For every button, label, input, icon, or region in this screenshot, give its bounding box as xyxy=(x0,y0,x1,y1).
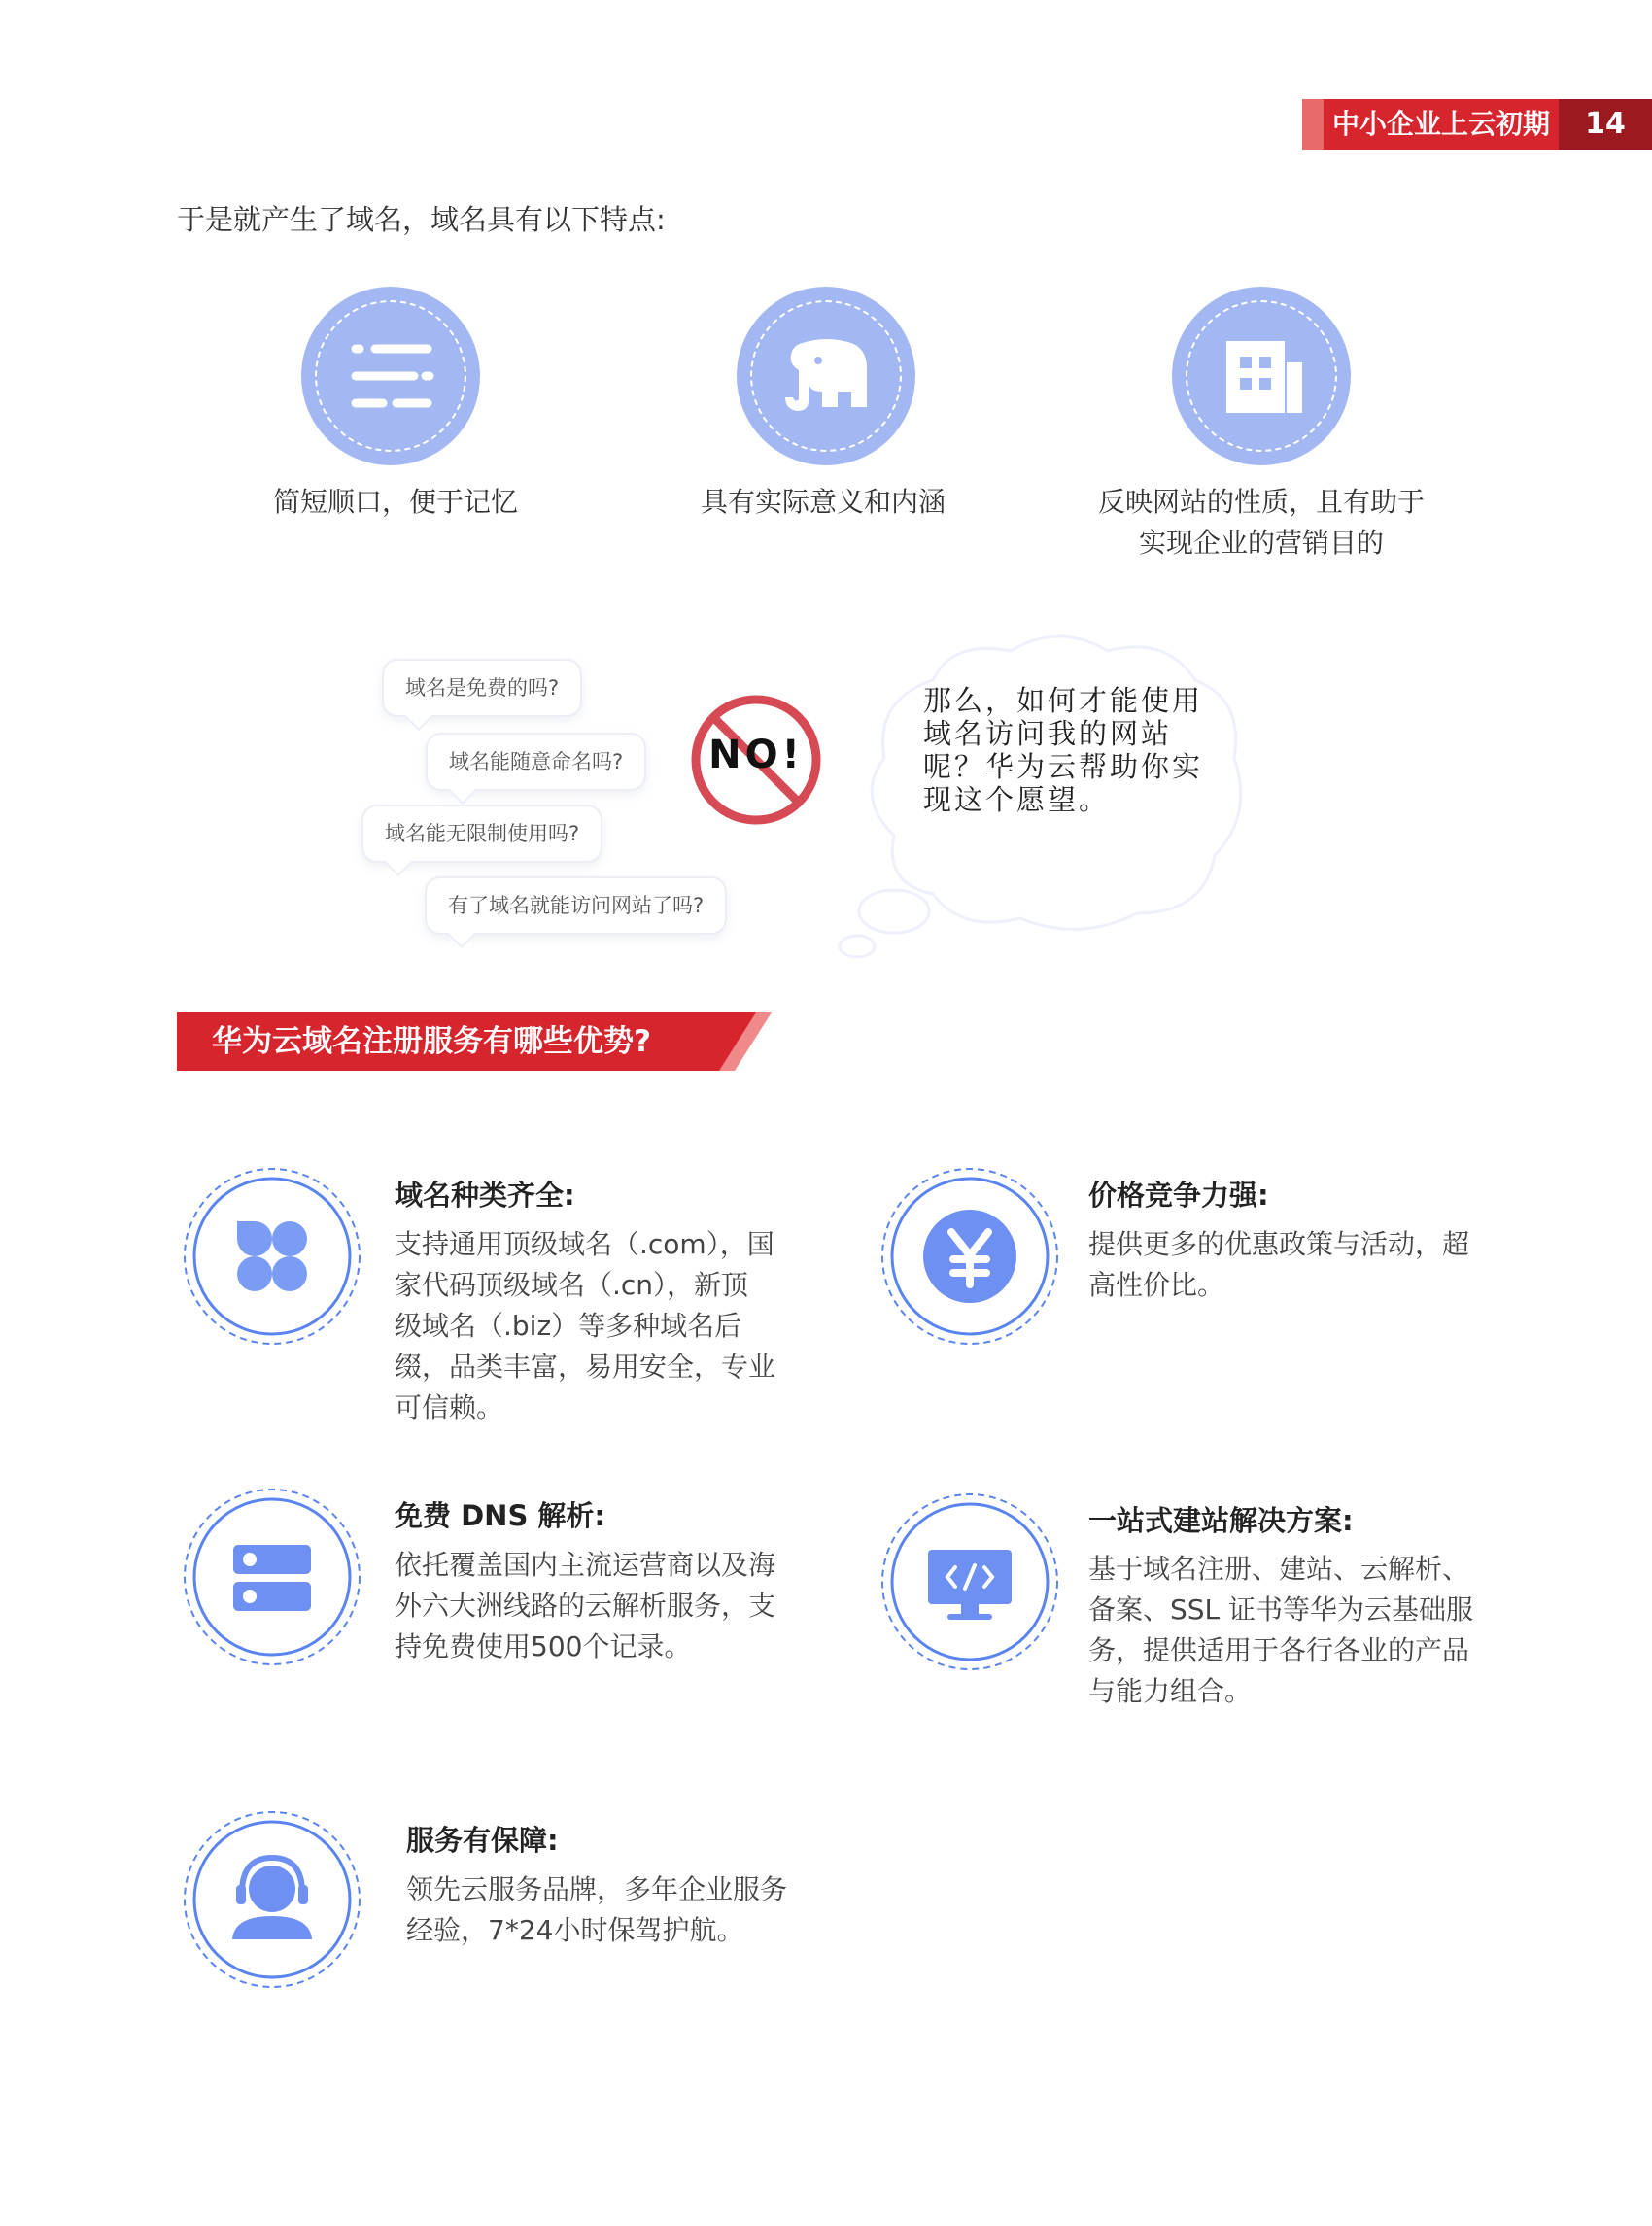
advantage-title-3: 免费 DNS 解析: xyxy=(395,1499,606,1532)
advantage-body-1: 支持通用顶级域名（.com），国家代码顶级域名（.cn），新顶级域名（.biz）等多种域名后缀，品类丰富，易用安全，专业可信赖。 xyxy=(395,1228,776,1423)
feature-label-3b: 实现企业的营销目的 xyxy=(1138,527,1384,559)
list-lines-icon xyxy=(301,287,480,465)
feature-label-2: 具有实际意义和内涵 xyxy=(700,486,946,518)
page-number: 14 xyxy=(1559,99,1652,150)
advantage-title-2: 价格竞争力强: xyxy=(1088,1179,1269,1212)
advantage-title-5: 服务有保障: xyxy=(406,1824,559,1857)
advantage-body-5: 领先云服务品牌，多年企业服务经验，7*24小时保驾护航。 xyxy=(406,1873,788,1946)
section-title: 华为云域名注册服务有哪些优势? xyxy=(212,1024,651,1059)
header-title: 中小企业上云初期 xyxy=(1324,99,1559,150)
elephant-icon xyxy=(737,287,915,465)
advantage-circle-3 xyxy=(182,1487,362,1667)
header-accent-stripe xyxy=(1302,99,1324,150)
advantage-body-3: 依托覆盖国内主流运营商以及海外六大洲线路的云解析服务，支持免费使用500个记录。 xyxy=(395,1549,776,1662)
advantage-circle-5 xyxy=(182,1809,362,1990)
no-sign-text: NO! xyxy=(708,733,804,777)
question-bubble-4: 有了域名就能访问网站了吗? xyxy=(425,876,727,935)
feature-label-1: 简短顺口，便于记忆 xyxy=(272,486,518,518)
advantage-body-4: 基于域名注册、建站、云解析、备案、SSL 证书等华为云基础服务，提供适用于各行各业的产品与能力组合。 xyxy=(1088,1553,1474,1707)
feature-label-3: 反映网站的性质，且有助于 xyxy=(1097,486,1425,518)
headset-user-icon xyxy=(232,1858,312,1939)
intro-text: 于是就产生了域名，域名具有以下特点: xyxy=(177,203,666,236)
advantage-body-2: 提供更多的优惠政策与活动，超高性价比。 xyxy=(1088,1228,1470,1301)
cloud-text: 那么，如何才能使用域名访问我的网站呢？华为云帮助你实现这个愿望。 xyxy=(923,684,1204,816)
question-bubble-2: 域名能随意命名吗? xyxy=(426,733,646,791)
advantage-circle-1 xyxy=(182,1166,362,1347)
question-bubble-1: 域名是免费的吗? xyxy=(382,659,582,717)
question-bubble-3: 域名能无限制使用吗? xyxy=(361,805,602,863)
feature-circle-2 xyxy=(737,287,915,465)
feature-circle-3 xyxy=(1172,287,1351,465)
building-icon xyxy=(1172,287,1351,465)
yen-icon xyxy=(923,1210,1016,1303)
advantage-circle-4 xyxy=(879,1491,1060,1672)
feature-circle-1 xyxy=(301,287,480,465)
advantage-circle-2 xyxy=(879,1166,1060,1347)
advantage-title-4: 一站式建站解决方案: xyxy=(1088,1504,1354,1537)
advantage-title-1: 域名种类齐全: xyxy=(395,1179,575,1212)
